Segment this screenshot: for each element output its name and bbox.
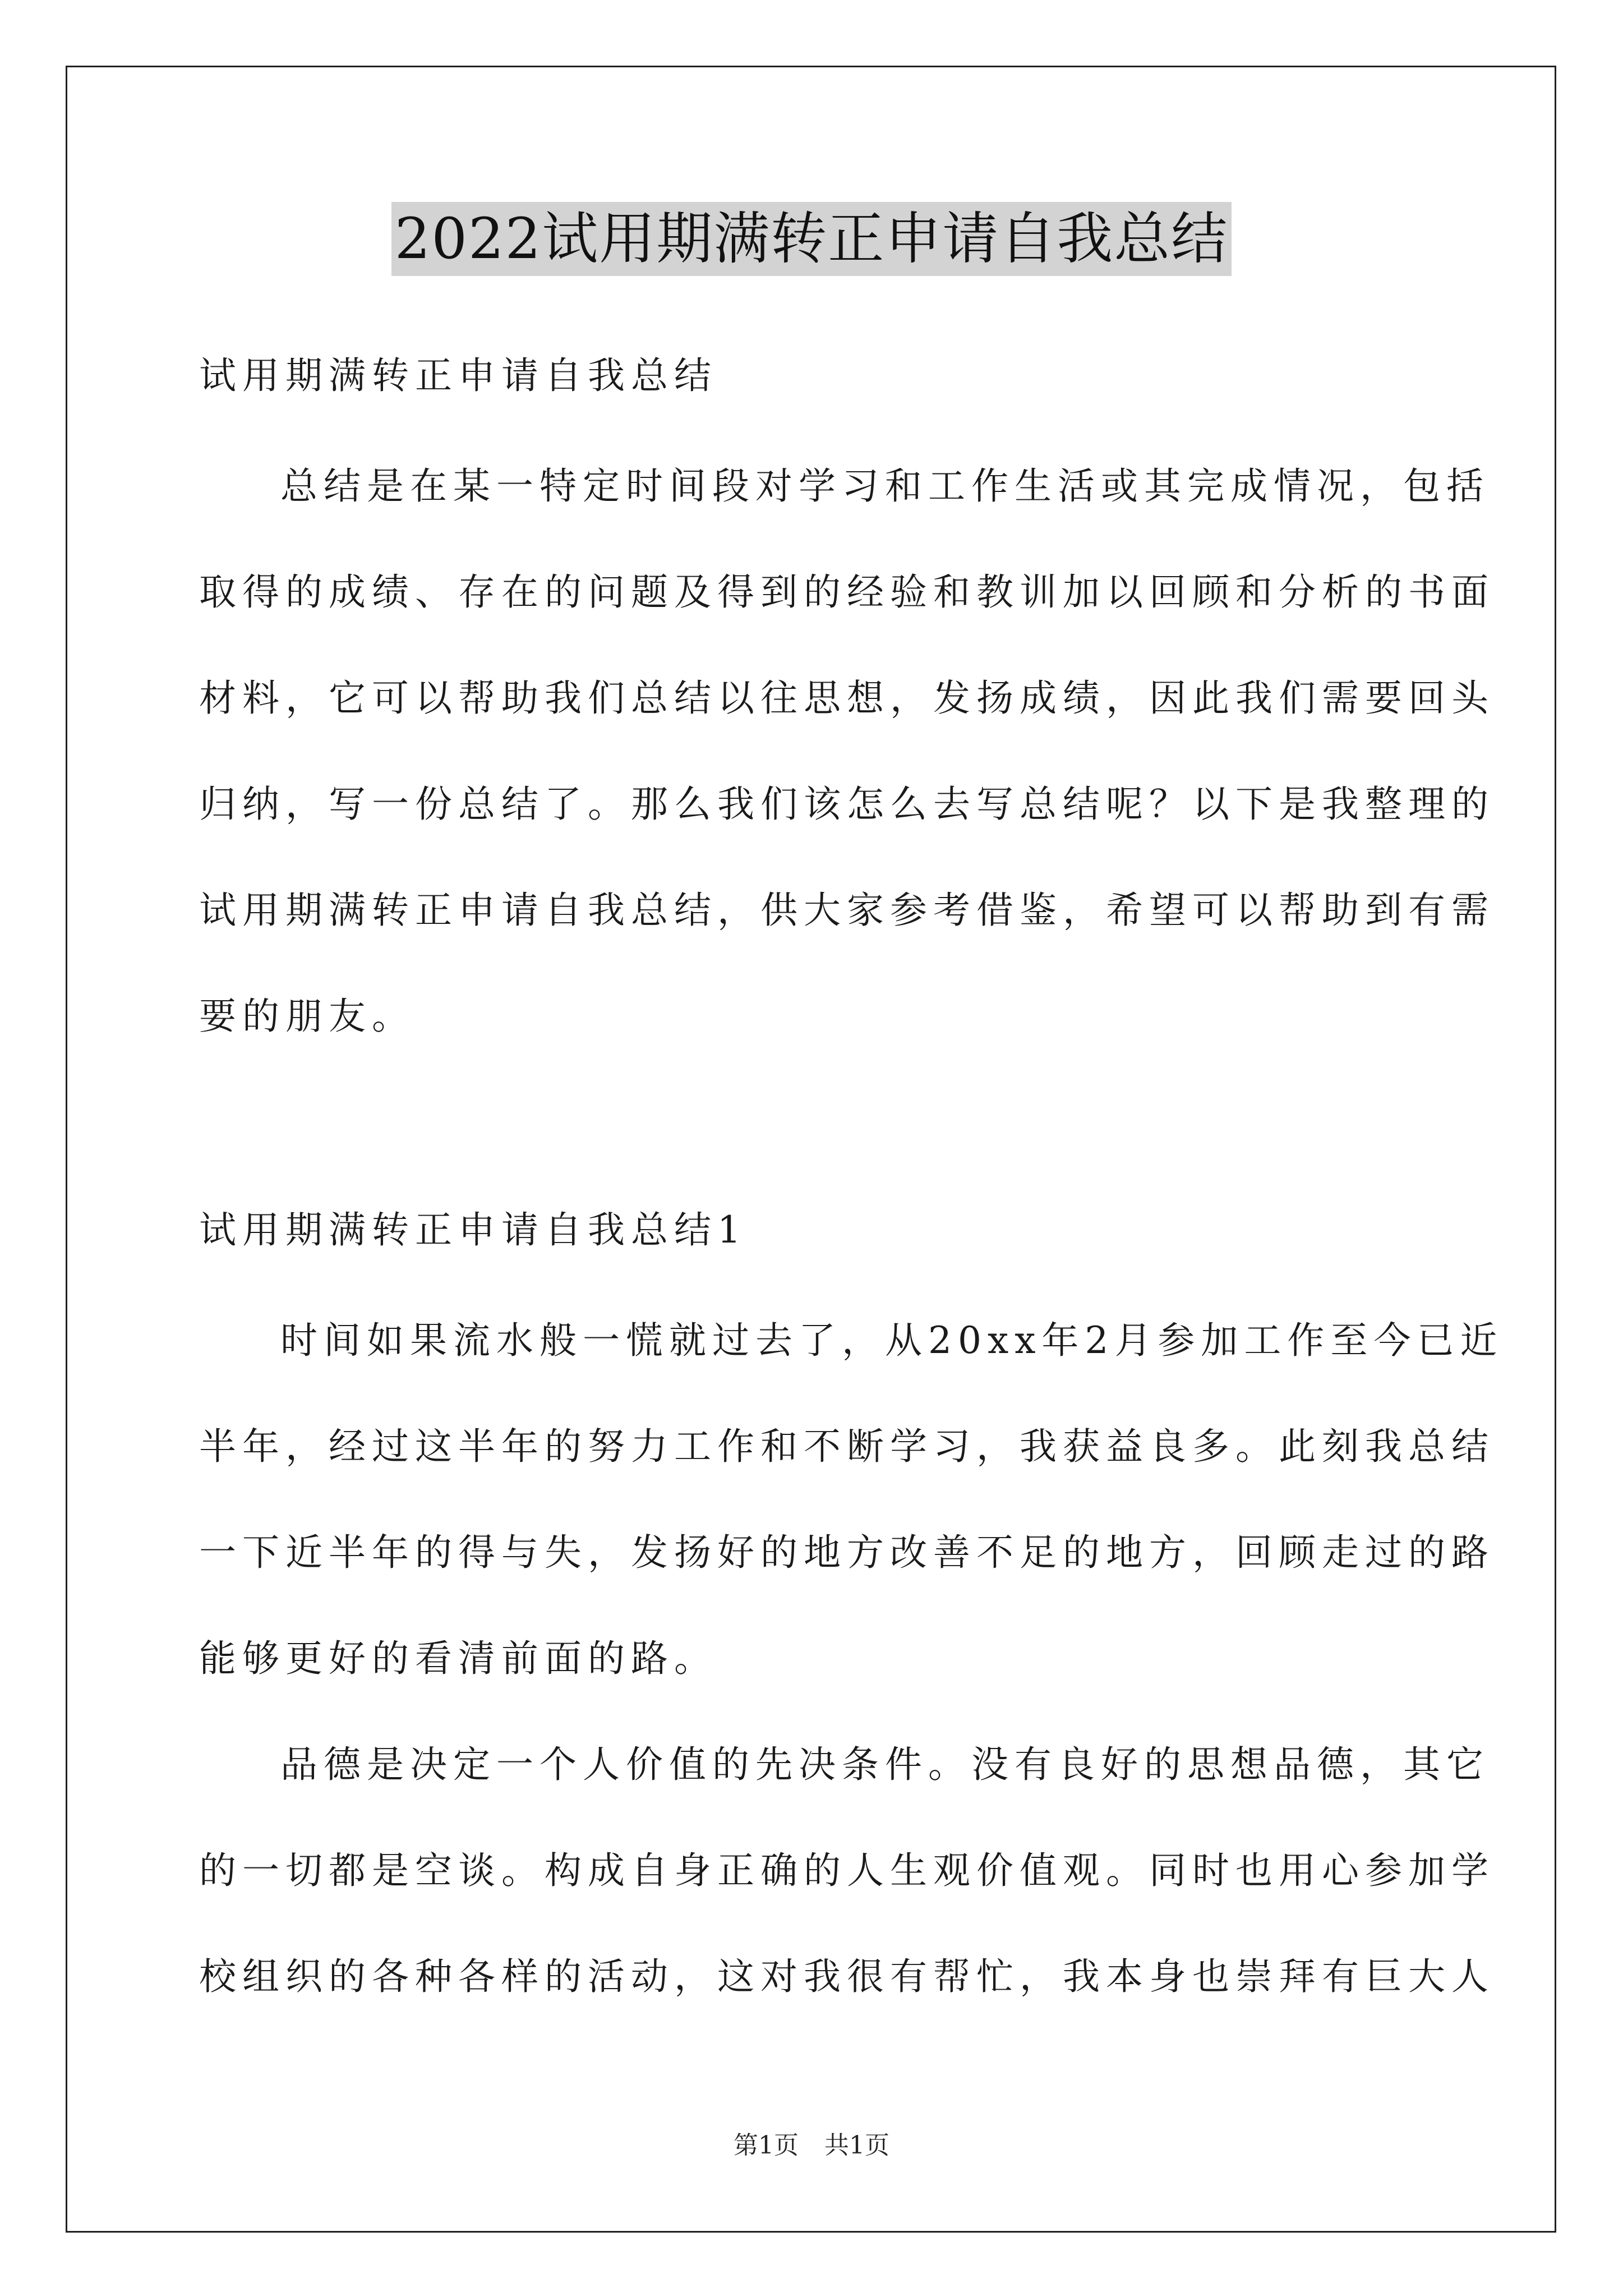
document-title: 2022试用期满转正申请自我总结 bbox=[391, 202, 1232, 276]
page-number-total: 共1页 bbox=[824, 2131, 889, 2160]
page-number-current: 第1页 bbox=[734, 2131, 799, 2160]
section1-para2-line-2: 的一切都是空谈。构成自身正确的人生观价值观。同时也用心参加学 bbox=[199, 1849, 1495, 1892]
title-wrap bbox=[0, 202, 1623, 276]
subtitle: 试用期满转正申请自我总结 bbox=[199, 354, 717, 397]
intro-line-6: 要的朋友。 bbox=[199, 995, 415, 1038]
intro-line-4: 归纳，写一份总结了。那么我们该怎么去写总结呢？以下是我整理的 bbox=[199, 783, 1495, 826]
section1-para2-line-1: 品德是决定一个人价值的先决条件。没有良好的思想品德，其它 bbox=[280, 1743, 1490, 1786]
section1-para1-line-4: 能够更好的看清前面的路。 bbox=[199, 1637, 717, 1680]
section1-para1-line-1: 时间如果流水般一慌就过去了，从20xx年2月参加工作至今已近 bbox=[280, 1319, 1504, 1362]
section1-para1-line-3: 一下近半年的得与失，发扬好的地方改善不足的地方，回顾走过的路 bbox=[199, 1531, 1495, 1574]
section1-para1-line-2: 半年，经过这半年的努力工作和不断学习，我获益良多。此刻我总结 bbox=[199, 1425, 1495, 1468]
page-footer bbox=[0, 2129, 1623, 2162]
intro-line-3: 材料，它可以帮助我们总结以往思想，发扬成绩，因此我们需要回头 bbox=[199, 677, 1495, 720]
section-heading: 试用期满转正申请自我总结1 bbox=[199, 1208, 747, 1251]
intro-line-2: 取得的成绩、存在的问题及得到的经验和教训加以回顾和分析的书面 bbox=[199, 570, 1495, 614]
section1-para2-line-3: 校组织的各种各样的活动，这对我很有帮忙，我本身也崇拜有巨大人 bbox=[199, 1955, 1495, 1998]
intro-line-1: 总结是在某一特定时间段对学习和工作生活或其完成情况，包括 bbox=[280, 464, 1490, 508]
intro-line-5: 试用期满转正申请自我总结，供大家参考借鉴，希望可以帮助到有需 bbox=[199, 889, 1495, 932]
